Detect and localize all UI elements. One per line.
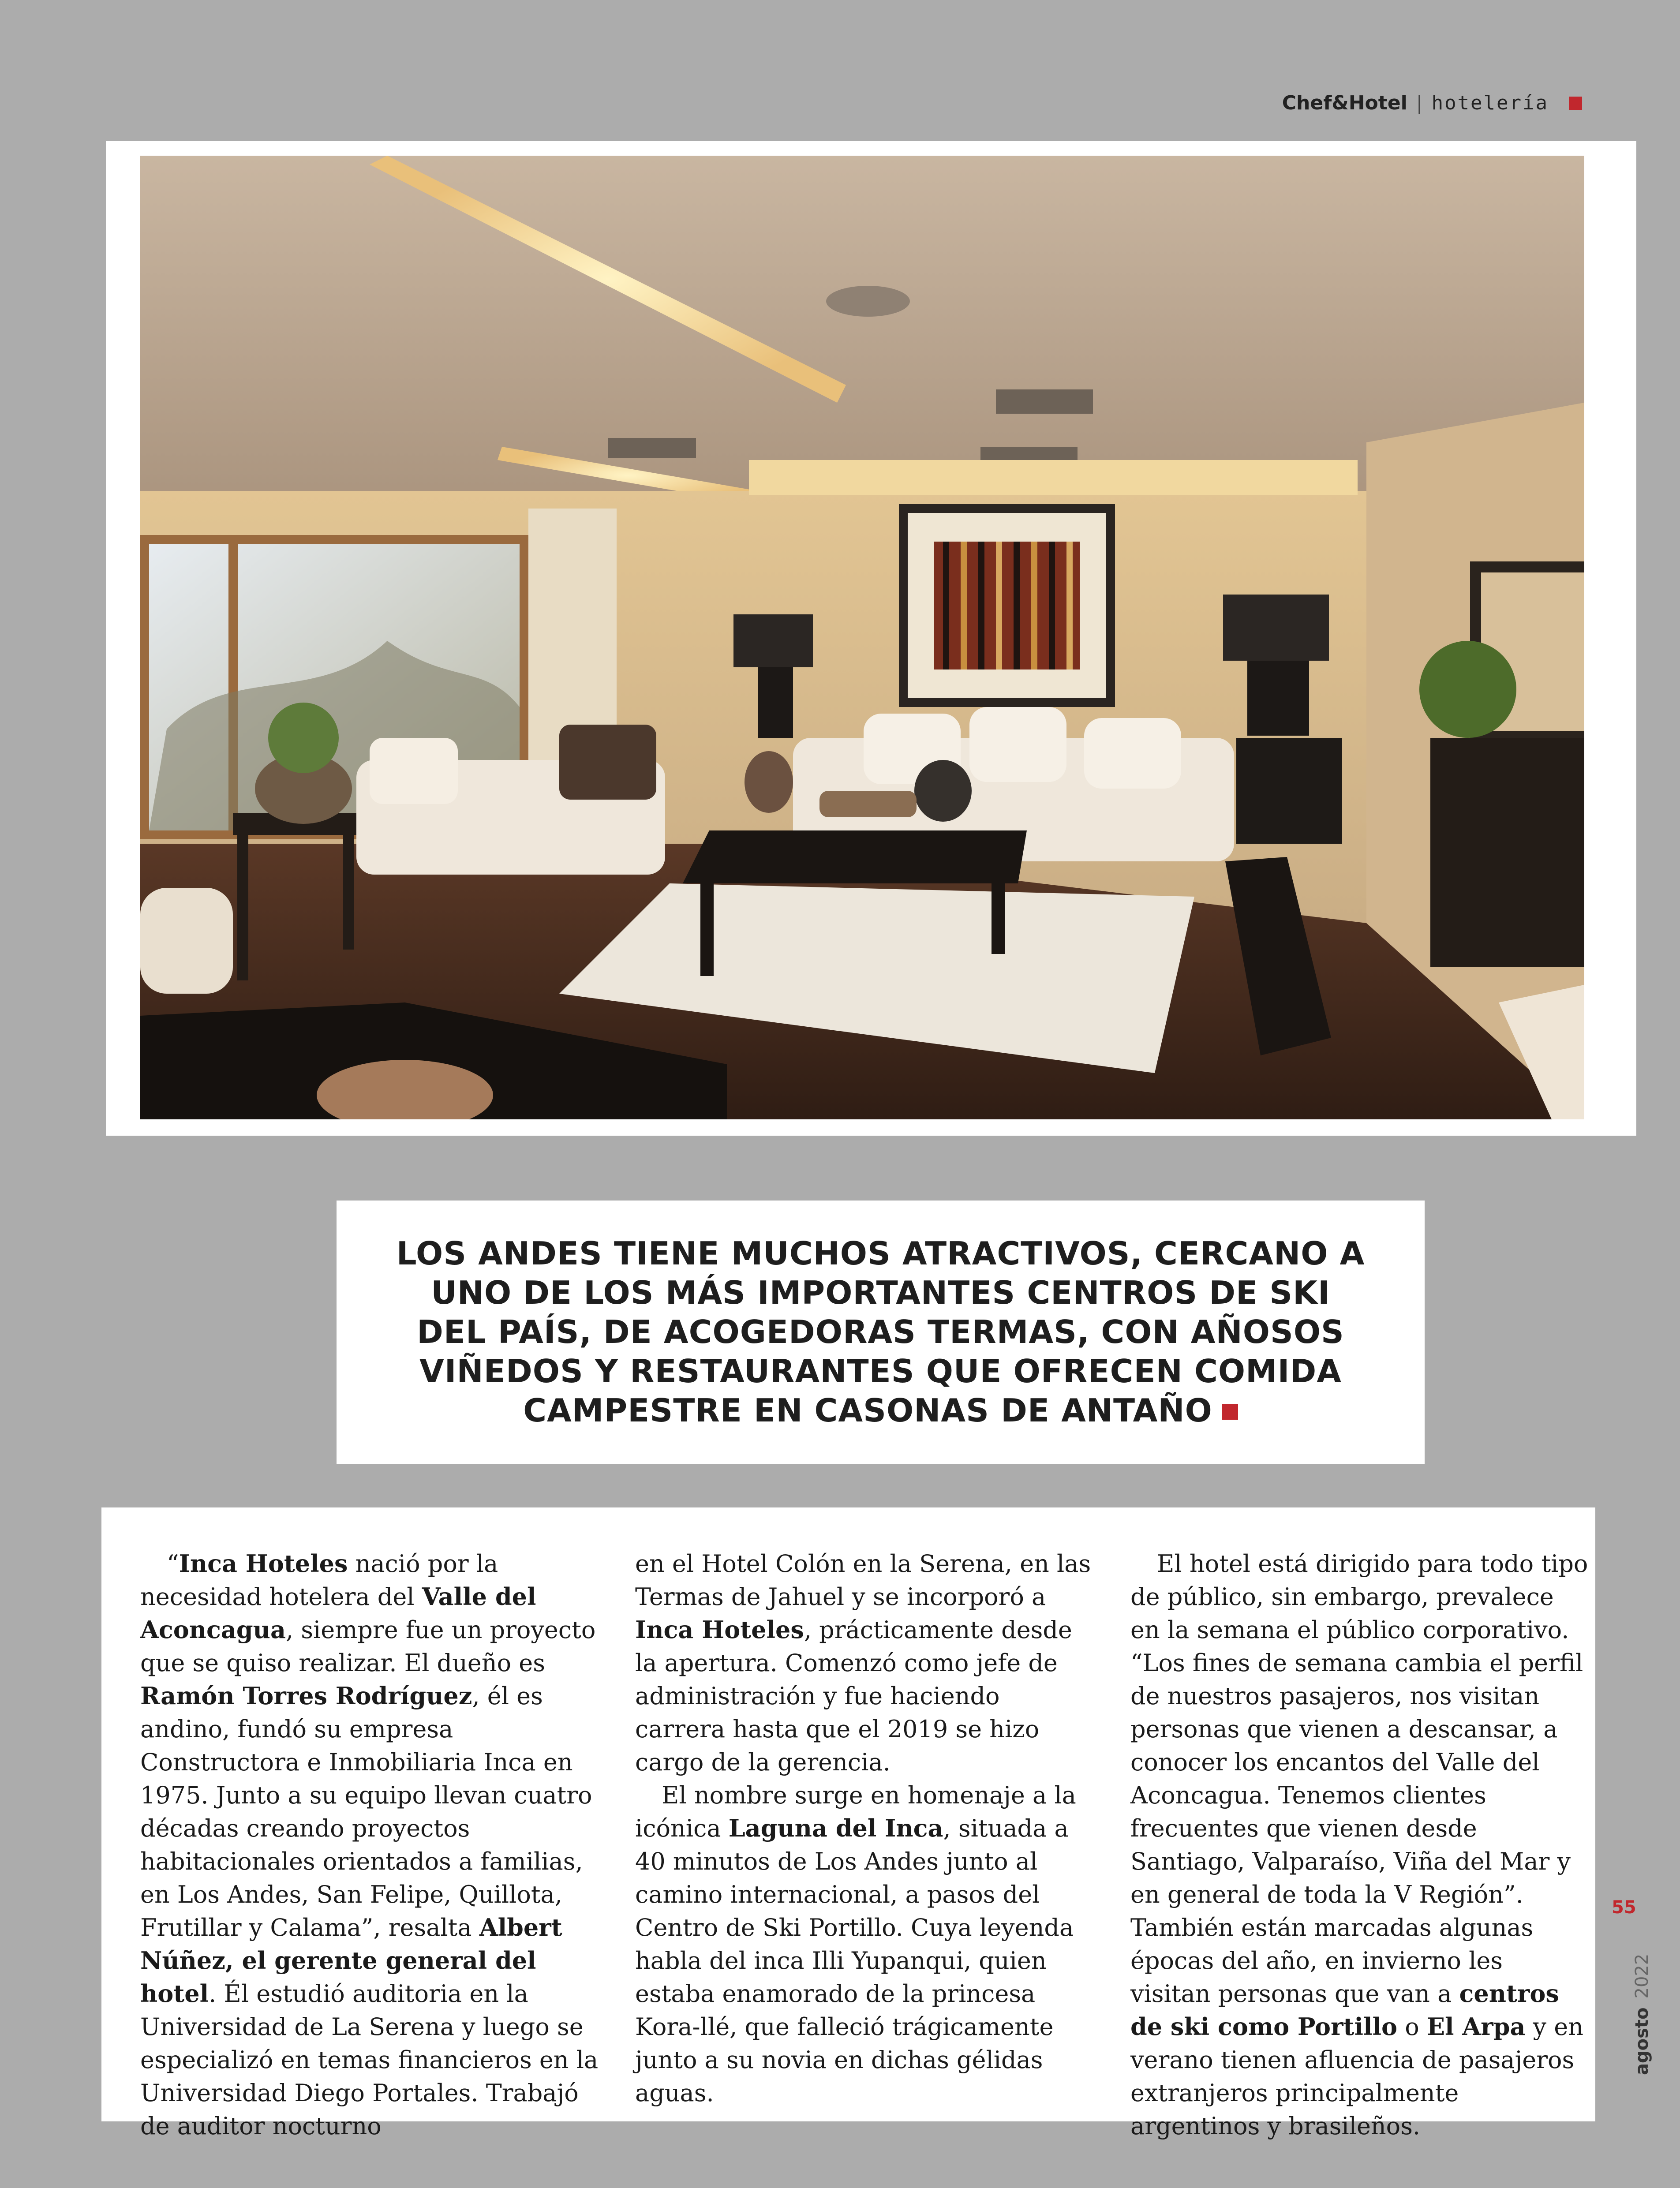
article-column-2: [635, 1547, 1094, 2109]
issue-date: [1632, 1954, 1652, 2075]
running-header: [1282, 92, 1582, 114]
article-body: [101, 1507, 1595, 2140]
page-number: 55: [1612, 1897, 1636, 1918]
bold-text: Inca Hoteles: [635, 1616, 804, 1644]
text-run: “: [167, 1550, 179, 1578]
paragraph: [1130, 1547, 1589, 2143]
pull-quote-text: LOS ANDES TIENE MUCHOS ATRACTIVOS, CERCANO A UNO DE LOS MÁS IMPORTANTES CENTROS DE SKI DEL PAÍS, DE ACOGEDORAS TERMAS, CON AÑOSOS VIÑEDOS Y RESTAURANTES QUE OFRECEN COMIDA CAMPESTRE EN CASONAS DE ANTAÑO: [396, 1235, 1365, 1429]
text-run: , siempre fue un proyecto que se quiso realizar. El dueño es: [140, 1616, 596, 1677]
bold-text: Valle del Aconcagua: [140, 1582, 536, 1644]
bold-text: Albert Núñez, el gerente general del hotel: [140, 1913, 562, 2008]
red-square-icon: [1222, 1404, 1238, 1420]
bold-text: centros de ski como Portillo: [1130, 1979, 1559, 2041]
text-run: , él es andino, fundó su empresa Constructora e Inmobiliaria Inca en 1975. Junto a su equipo llevan cuatro décadas creando proyectos habitacionales orientados a familias, en Los Andes, San Felipe, Quillota, Frutillar y Calama”, resalta: [140, 1682, 592, 1941]
section-name: hotelería: [1431, 92, 1549, 114]
issue-year: 2022: [1632, 1953, 1652, 1999]
text-run: o: [1397, 2013, 1427, 2041]
bold-text: Ramón Torres Rodríguez: [140, 1682, 472, 1710]
pull-quote-box: [337, 1201, 1425, 1464]
paragraph: [635, 1547, 1094, 1779]
text-run: , prácticamente desde la apertura. Comenzó como jefe de administración y fue haciendo carrera hasta que el 2019 se hizo cargo de la gerencia.: [635, 1616, 1072, 1776]
pull-quote: [396, 1234, 1366, 1430]
text-run: . Él estudió auditoria en la Universidad de La Serena y luego se especializó en temas financieros en la Universidad Diego Portales. Trabajó de auditor nocturno: [140, 1980, 599, 2140]
article-column-1: [140, 1547, 599, 2143]
bold-text: Laguna del Inca: [728, 1814, 943, 1842]
article-column-3: [1130, 1547, 1589, 2143]
text-run: y en verano tienen afluencia de pasajeros extranjeros principalmente argentinos y brasileños.: [1130, 2013, 1584, 2140]
bold-text: El Arpa: [1426, 2012, 1526, 2041]
text-run: , situada a 40 minutos de Los Andes junto al camino internacional, a pasos del Centro de Ski Portillo. Cuya leyenda habla del inca Illi Yupanqui, quien estaba enamorado de la princesa Kora-llé, que falleció trágicamente junto a su novia en dichas gélidas aguas.: [635, 1814, 1074, 2107]
photo-frame: [106, 141, 1636, 1136]
text-run: El hotel está dirigido para todo tipo de público, sin embargo, prevalece en la semana el público corporativo. “Los fines de semana cambia el perfil de nuestros pasajeros, nos visitan personas que vienen a descansar, a conocer los encantos del Valle del Aconcagua. Tenemos clientes frecuentes que vienen desde Santiago, Valparaíso, Viña del Mar y en general de toda la V Región”. También están marcadas algunas épocas del año, en invierno les visitan personas que van a: [1130, 1550, 1588, 2008]
header-separator: |: [1416, 92, 1423, 114]
text-run: en el Hotel Colón en la Serena, en las Termas de Jahuel y se incorporó a: [635, 1550, 1091, 1611]
hotel-lounge-photo: [140, 156, 1584, 1119]
magazine-name: Chef&Hotel: [1282, 92, 1407, 114]
text-run: El nombre surge en homenaje a la icónica: [635, 1781, 1076, 1842]
paragraph: [635, 1779, 1094, 2109]
issue-month: agosto: [1632, 2007, 1652, 2075]
paragraph: [140, 1547, 599, 2143]
text-run: nació por la necesidad hotelera del: [140, 1550, 498, 1611]
bold-text: Inca Hoteles: [179, 1549, 348, 1578]
red-square-icon: [1569, 97, 1582, 110]
